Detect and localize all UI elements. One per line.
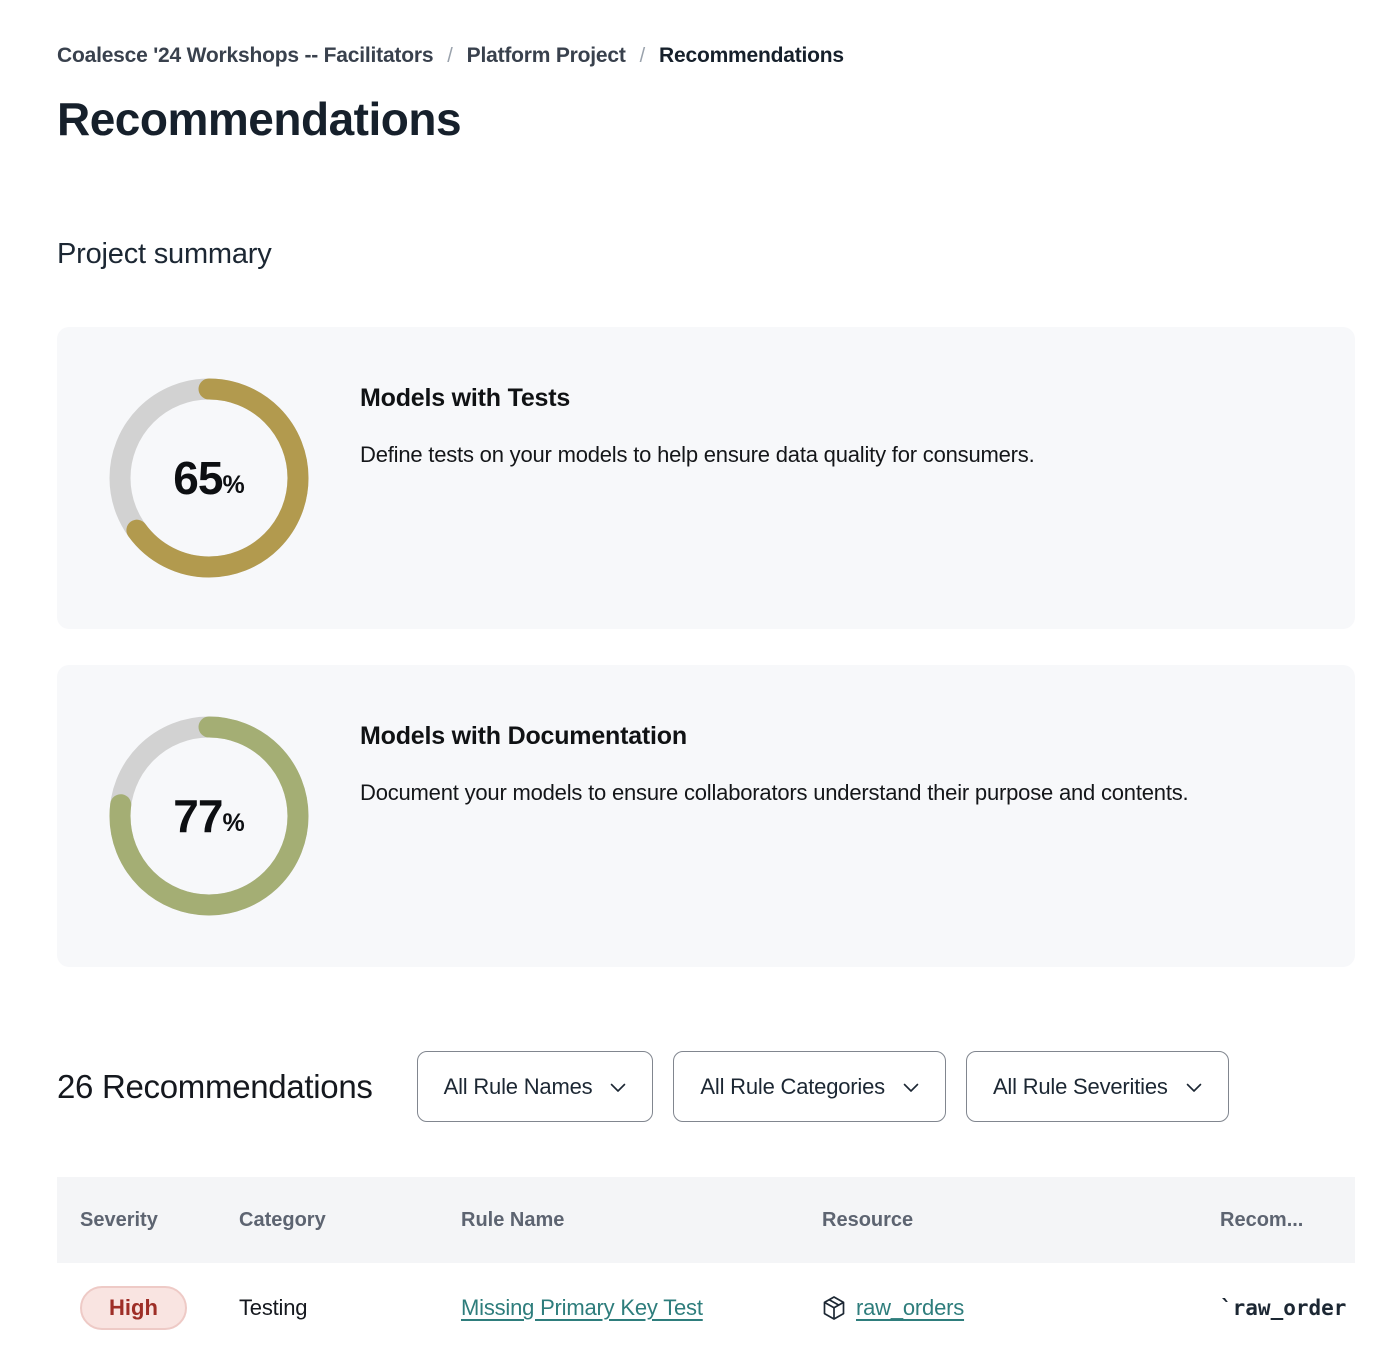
percent-value: 65	[173, 452, 223, 504]
severity-badge-high: High	[80, 1286, 187, 1330]
card-description: Define tests on your models to help ensure data quality for consumers.	[360, 442, 1035, 467]
column-header-recommendation: Recom...	[1220, 1208, 1304, 1231]
breadcrumb	[57, 44, 1355, 68]
rule-name-cell	[461, 1295, 822, 1321]
percent-value: 77	[173, 790, 223, 842]
summary-card-models-with-documentation	[57, 665, 1355, 967]
cube-icon	[822, 1295, 846, 1321]
percent-sign: %	[222, 470, 245, 499]
table-row	[57, 1263, 1398, 1350]
recommendations-table	[57, 1177, 1355, 1350]
recommendations-toolbar	[57, 1051, 1355, 1122]
breadcrumb-separator: /	[639, 44, 646, 67]
severity-cell	[80, 1286, 239, 1330]
column-header-rule-name: Rule Name	[461, 1208, 565, 1231]
rule-names-filter-dropdown[interactable]	[417, 1051, 654, 1122]
page-title: Recommendations	[57, 93, 462, 145]
column-header-severity: Severity	[80, 1208, 158, 1231]
column-header-resource: Resource	[822, 1208, 914, 1231]
chevron-down-icon	[903, 1083, 919, 1093]
rule-name-link[interactable]: Missing Primary Key Test	[461, 1295, 703, 1320]
documentation-donut-chart	[109, 716, 309, 916]
recommendation-cell: `raw_order	[1220, 1296, 1347, 1320]
breadcrumb-item-recommendations: Recommendations	[659, 44, 844, 67]
summary-card-models-with-tests	[57, 327, 1355, 629]
table-header-row	[57, 1177, 1355, 1263]
resource-link[interactable]: raw_orders	[856, 1295, 965, 1320]
filter-label: All Rule Names	[443, 1073, 593, 1099]
category-cell: Testing	[239, 1295, 308, 1320]
card-description: Document your models to ensure collaborators understand their purpose and contents.	[360, 780, 1189, 805]
card-title: Models with Tests	[360, 384, 571, 412]
filter-label: All Rule Categories	[700, 1073, 885, 1099]
recommendations-count-heading: 26 Recommendations	[57, 1067, 373, 1105]
donut-percentage	[109, 378, 309, 578]
filter-label: All Rule Severities	[992, 1073, 1168, 1099]
resource-cell	[822, 1295, 1220, 1321]
donut-percentage	[109, 716, 309, 916]
breadcrumb-separator: /	[447, 44, 453, 67]
breadcrumb-item-project-root[interactable]: Coalesce '24 Workshops -- Facilitators	[57, 44, 434, 67]
card-title: Models with Documentation	[360, 722, 687, 750]
percent-sign: %	[222, 808, 245, 837]
tests-donut-chart	[109, 378, 309, 578]
chevron-down-icon	[1186, 1083, 1202, 1093]
card-text-block	[360, 327, 1034, 476]
breadcrumb-item-platform-project[interactable]: Platform Project	[466, 44, 626, 67]
rule-severities-filter-dropdown[interactable]	[966, 1051, 1229, 1122]
card-text-block	[360, 665, 1188, 814]
rule-categories-filter-dropdown[interactable]	[673, 1051, 946, 1122]
chevron-down-icon	[610, 1083, 626, 1093]
filters-group	[417, 1051, 1229, 1122]
column-header-category: Category	[239, 1208, 326, 1231]
project-summary-heading: Project summary	[57, 238, 272, 270]
